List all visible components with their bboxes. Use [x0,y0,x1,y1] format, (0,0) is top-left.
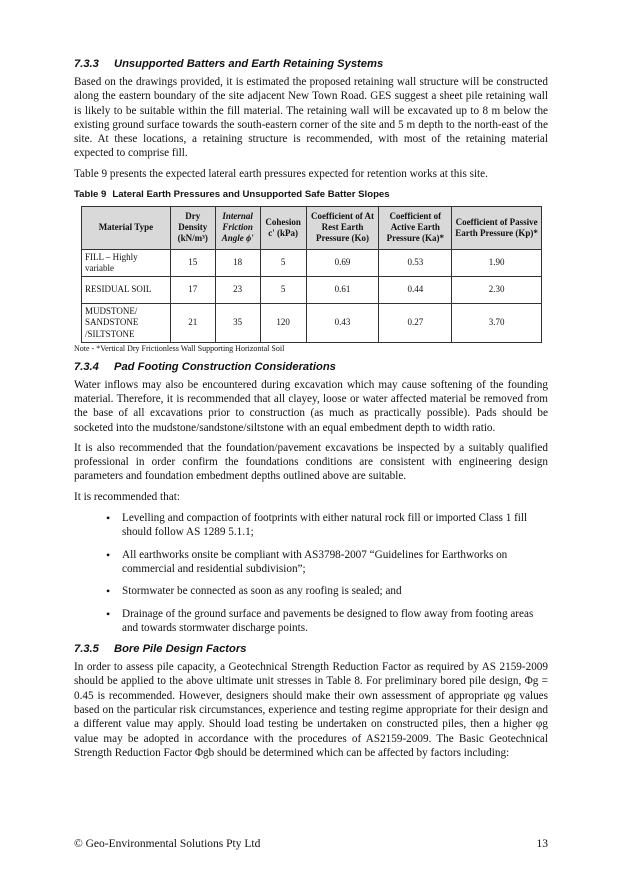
section-title: Unsupported Batters and Earth Retaining Systems [114,58,384,70]
cell-density: 17 [170,277,215,304]
cell-ko: 0.43 [306,304,379,343]
bullet-icon: • [106,511,111,526]
page-footer [74,838,548,850]
cell-material: RESIDUAL SOIL [82,277,171,304]
recommendation-list [74,511,548,635]
table-row [82,249,542,276]
footer-copyright: © Geo-Environmental Solutions Pty Ltd [74,838,261,850]
header-material-type: Material Type [82,207,171,250]
list-item-text: Stormwater be connected as soon as any roofing is sealed; and [122,585,402,598]
cell-ka: 0.27 [379,304,452,343]
section-title: Bore Pile Design Factors [114,643,247,656]
bullet-icon: • [106,584,111,599]
table-title: Lateral Earth Pressures and Unsupported Safe Batter Slopes [112,189,390,201]
cell-cohesion: 5 [260,249,306,276]
cell-ka: 0.44 [379,277,452,304]
cell-ka: 0.53 [379,249,452,276]
table-row [82,304,542,343]
cell-density: 15 [170,249,215,276]
section-number: 7.3.4 [74,360,99,373]
paragraph: It is also recommended that the foundation/pavement excavations be inspected by a suitably qualified professional in order confirm the foundations conditions are consistent with engineering design parameters and foundation embedment depths outlined above are suitable. [74,441,548,483]
section-7-3-4-heading [74,361,548,373]
cell-cohesion: 120 [260,304,306,343]
table-note: Note - *Vertical Dry Frictionless Wall Supporting Horizontal Soil [74,343,285,353]
table-number: Table 9 [74,189,107,201]
earth-pressure-table [81,206,542,343]
header-cohesion: Cohesion c' (kPa) [260,207,306,250]
header-ko: Coefficient of At Rest Earth Pressure (Ko) [306,207,379,250]
header-kp: Coefficient of Passive Earth Pressure (Kp)* [452,207,542,250]
paragraph: Based on the drawings provided, it is estimated the proposed retaining wall structure will be constructed along the eastern boundary of the site adjacent New Town Road. GES suggest a sheet pile retaining wall is likely to be suitable within the fill material. The retaining wall will be excavated up to 8 m below the existing ground surface towards the south-eastern corner of the site and 5 m depth to the north-east of the site. At these locations, a retaining structure is recommended, with most of the retaining material expected to comprise fill. [74,76,548,160]
paragraph: In order to assess pile capacity, a Geotechnical Strength Reduction Factor as required by AS 2159-2009 should be applied to the above ultimate unit stresses in Table 8. For preliminary bored pile design, Φg = 0.45 is recommended. However, designers should make their own assessment of appropriate φg values based on the particular risk circumstances, experience and testing regime appropriate for their design and a different value may apply. Should load testing be undertaken on constructed piles, then a higher φg value may be adopted in accordance with the procedures of AS2159-2009. The Basic Geotechnical Strength Reduction Factor Φgb should be determined which can be affected by factors including: [74,661,548,759]
bullet-icon: • [106,606,111,621]
bullet-icon: • [106,547,111,562]
cell-kp: 3.70 [452,304,542,343]
list-item-text: Levelling and compaction of footprints with either natural rock fill or imported Class 1 fill should follow AS 1289 5.1.1; [122,512,528,539]
cell-friction: 35 [215,304,260,343]
paragraph: Table 9 presents the expected lateral earth pressures expected for retention works at this site. [74,167,488,180]
cell-ko: 0.61 [306,277,379,304]
section-title: Pad Footing Construction Considerations [114,360,336,373]
cell-density: 21 [170,304,215,343]
cell-material: MUDSTONE/ SANDSTONE /SILTSTONE [82,304,171,343]
cell-friction: 23 [215,277,260,304]
list-item-text: Drainage of the ground surface and pavements be designed to flow away from footing areas and towards stormwater discharge points. [122,607,534,634]
list-item-text: All earthworks onsite be compliant with AS3798-2007 “Guidelines for Earthworks on commercial and residential subdivision”; [122,548,508,575]
table-row [82,277,542,304]
page-content [74,58,548,766]
section-number: 7.3.3 [74,58,99,70]
list-item [106,511,548,540]
section-7-3-5-heading [74,643,548,655]
list-item [106,547,548,577]
cell-kp: 1.90 [452,249,542,276]
paragraph: Water inflows may also be encountered during excavation which may cause softening of the founding material. Therefore, it is recommended that all clayey, loose or water affected material be removed from the base of all excavations prior to construction (as much as practically possible). Pads should be socketed into the mudstone/sandstone/siltstone with an equal embedment depth to width ratio. [74,378,548,434]
header-ka: Coefficient of Active Earth Pressure (Ka)* [379,207,452,250]
cell-friction: 18 [215,249,260,276]
paragraph: It is recommended that: [74,490,180,503]
section-7-3-3-heading [74,58,548,70]
section-number: 7.3.5 [74,643,99,656]
list-item [106,606,548,636]
page-number: 13 [536,838,548,850]
cell-material: FILL – Highly variable [82,249,171,276]
header-dry-density: Dry Density (kN/m³) [170,207,215,250]
cell-cohesion: 5 [260,277,306,304]
table-header-row [82,207,542,250]
table-caption [74,189,548,200]
cell-ko: 0.69 [306,249,379,276]
header-friction-angle: Internal Friction Angle ϕ' [215,207,260,250]
list-item [106,584,548,599]
cell-kp: 2.30 [452,277,542,304]
